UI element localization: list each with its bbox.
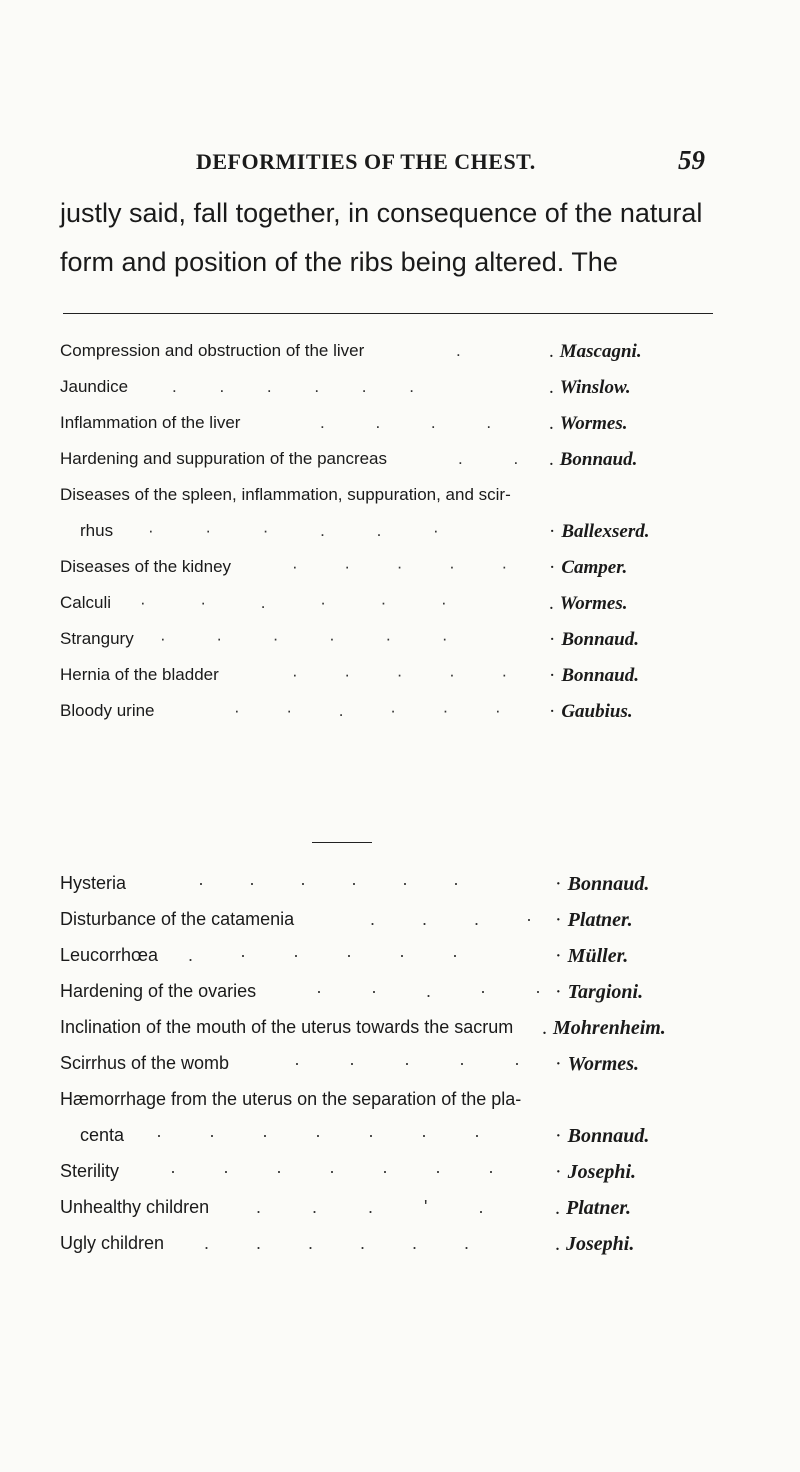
- cause-text: rhus: [80, 521, 114, 540]
- table-row: [60, 873, 770, 897]
- cause-text: Strangury: [60, 629, 134, 648]
- cause-text: Hardening and suppuration of the pancreas: [60, 449, 388, 468]
- body-text-line-1: justly said, fall together, in consequence of the natural: [60, 198, 703, 228]
- cause-text: Calculi: [60, 593, 112, 612]
- leader-dots: · · · . . ·: [148, 521, 440, 540]
- author-name: . Josephi.: [555, 1233, 635, 1255]
- table-row: [60, 945, 770, 969]
- leader-dots: · · . · · ·: [140, 593, 448, 612]
- author-name: · Bonnaud.: [555, 873, 650, 895]
- author-name: . Bonnaud.: [549, 449, 638, 470]
- leader-dots: · · · · ·: [292, 557, 509, 576]
- cause-text: Compression and obstruction of the liver: [60, 341, 365, 360]
- table-row: [60, 629, 770, 653]
- cause-text: centa: [80, 1125, 125, 1145]
- author-name: · Bonnaud.: [549, 629, 639, 650]
- table-row: [60, 1017, 770, 1041]
- table-row: [60, 909, 770, 933]
- leader-dots: · · · · · · ·: [156, 1125, 481, 1145]
- author-name: . Platner.: [555, 1197, 632, 1219]
- leader-dots: · · . · · ·: [234, 701, 502, 720]
- leader-dots: . . . ' .: [256, 1197, 485, 1217]
- leader-dots: · · · · ·: [292, 665, 509, 684]
- table-row: [60, 341, 770, 365]
- cause-text: Inclination of the mouth of the uterus towards the sacrum: [60, 1017, 514, 1037]
- author-name: · Ballexserd.: [549, 521, 650, 542]
- cause-text: Disturbance of the catamenia: [60, 909, 295, 929]
- table-top-rule: [63, 313, 713, 314]
- author-name: · Josephi.: [555, 1161, 637, 1183]
- author-name: · Bonnaud.: [549, 665, 639, 686]
- page-number: 59: [678, 145, 705, 175]
- cause-text: Bloody urine: [60, 701, 155, 720]
- author-name: · Targioni.: [555, 981, 644, 1003]
- table-row: [60, 665, 770, 689]
- leader-dots: · · · · · · ·: [170, 1161, 495, 1181]
- leader-dots: . .: [458, 449, 520, 468]
- cause-text: Ugly children: [60, 1233, 165, 1253]
- table-row: [60, 557, 770, 581]
- table-row: [60, 485, 770, 509]
- table-row: [60, 1053, 770, 1077]
- table-row: [60, 593, 770, 617]
- cause-text: Hernia of the bladder: [60, 665, 219, 684]
- cause-text: Unhealthy children: [60, 1197, 210, 1217]
- leader-dots: . · · · · ·: [188, 945, 459, 965]
- table-row: [60, 701, 770, 725]
- author-name: · Wormes.: [555, 1053, 639, 1075]
- author-name: . Wormes.: [549, 413, 628, 434]
- leader-dots: · · · · · ·: [198, 873, 460, 893]
- cause-text: Hardening of the ovaries: [60, 981, 257, 1001]
- table-row: [60, 1233, 770, 1257]
- running-head: DEFORMITIES OF THE CHEST.: [196, 149, 536, 174]
- author-name: · Müller.: [555, 945, 629, 967]
- table-row: [60, 521, 770, 545]
- cause-text: Hæmorrhage from the uterus on the separation of the pla-: [60, 1089, 522, 1109]
- body-text-line-2: form and position of the ribs being altered. The: [60, 247, 618, 277]
- author-name: · Gaubius.: [549, 701, 633, 722]
- author-name: · Platner.: [555, 909, 633, 931]
- table-row: [60, 413, 770, 437]
- table-row: [60, 377, 770, 401]
- leader-dots: · · · · ·: [294, 1053, 521, 1073]
- table-row: [60, 1197, 770, 1221]
- table-row: [60, 981, 770, 1005]
- section-divider-rule: [312, 842, 372, 843]
- table-row: [60, 449, 770, 473]
- cause-text: Diseases of the spleen, inflammation, suppuration, and scir-: [60, 485, 511, 504]
- table-row: [60, 1161, 770, 1185]
- leader-dots: .: [456, 341, 462, 360]
- cause-text: Scirrhus of the womb: [60, 1053, 230, 1073]
- leader-dots: · · . · ·: [316, 981, 542, 1001]
- cause-text: Inflammation of the liver: [60, 413, 241, 432]
- cause-text: Diseases of the kidney: [60, 557, 232, 576]
- author-name: . Mohrenheim.: [542, 1017, 666, 1039]
- leader-dots: . . . . . .: [204, 1233, 471, 1253]
- leader-dots: . . . ·: [370, 909, 533, 929]
- cause-text: Jaundice: [60, 377, 129, 396]
- leader-dots: . . . .: [320, 413, 493, 432]
- author-name: · Bonnaud.: [555, 1125, 650, 1147]
- page-header: [0, 145, 800, 179]
- author-name: . Mascagni.: [549, 341, 642, 362]
- author-name: . Wormes.: [549, 593, 628, 614]
- leader-dots: · · · · · ·: [160, 629, 449, 648]
- author-name: · Camper.: [549, 557, 628, 578]
- cause-text: Hysteria: [60, 873, 127, 893]
- author-name: . Winslow.: [549, 377, 631, 398]
- cause-text: Leucorrhœa: [60, 945, 159, 965]
- table-row: [60, 1089, 770, 1113]
- cause-text: Sterility: [60, 1161, 120, 1181]
- leader-dots: . . . . . .: [172, 377, 415, 396]
- table-row: [60, 1125, 770, 1149]
